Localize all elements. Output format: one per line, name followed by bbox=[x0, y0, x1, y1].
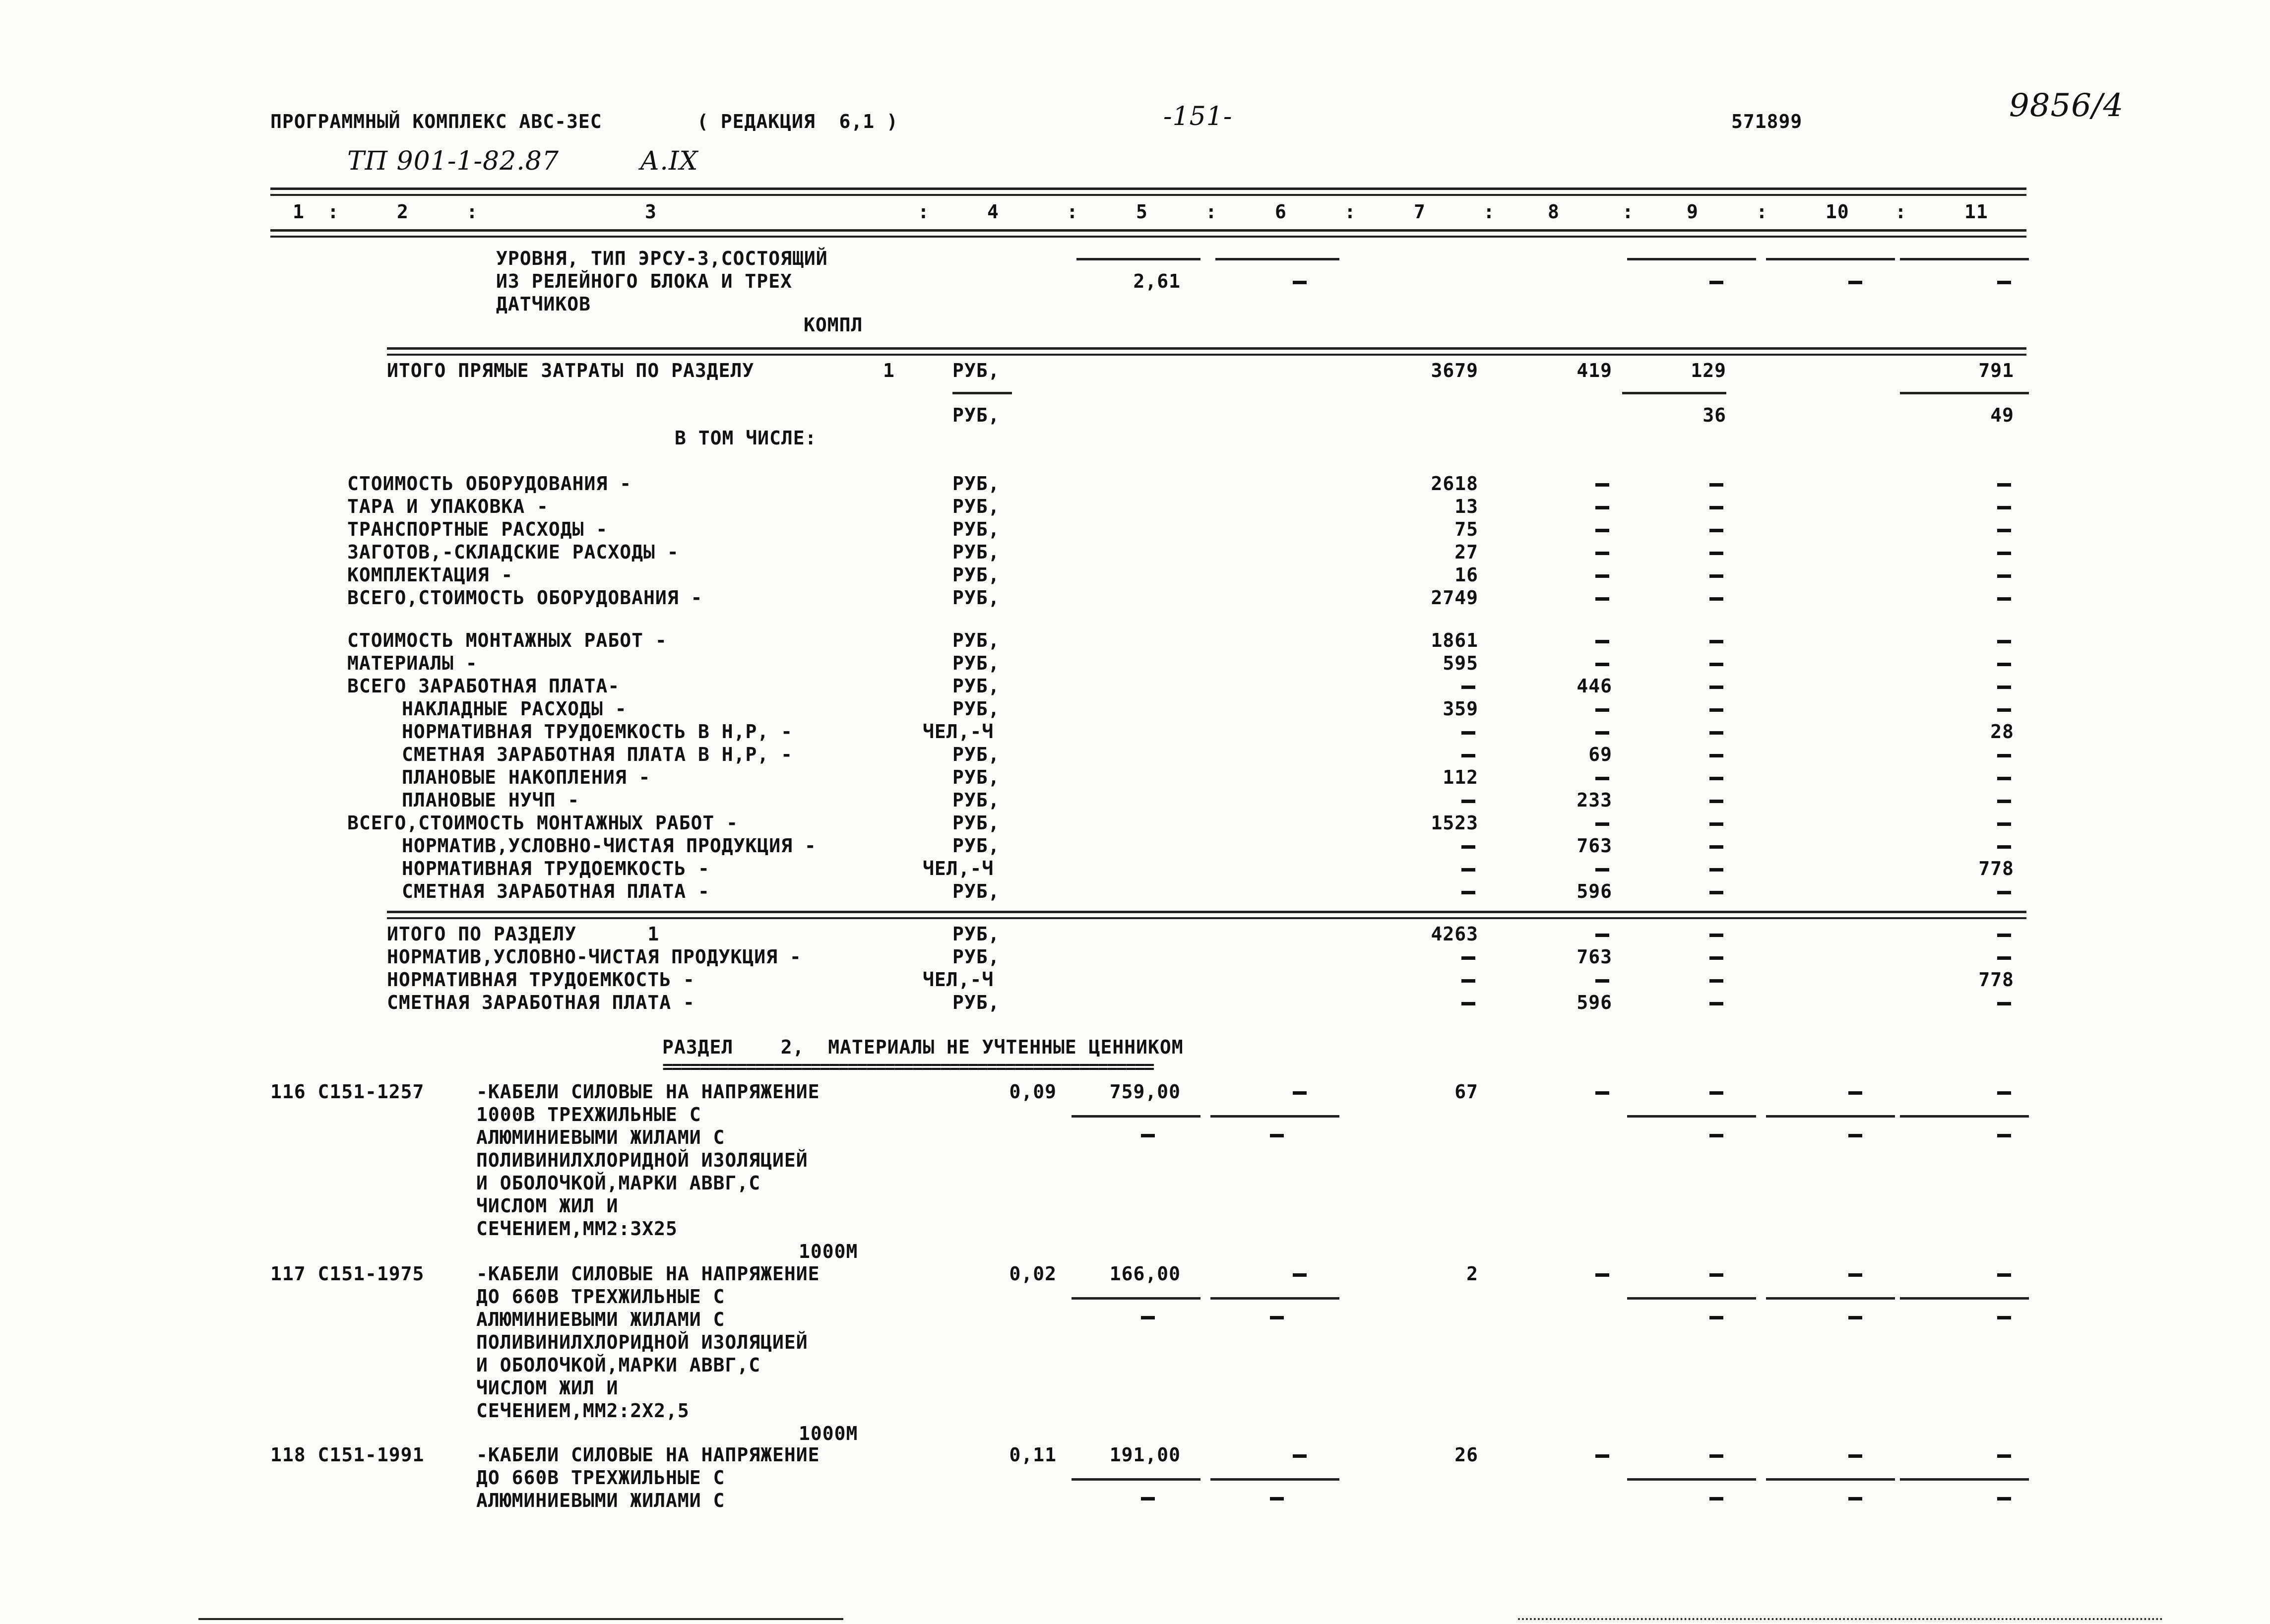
col8-value-dash bbox=[1595, 822, 1609, 826]
col8-value: 233 bbox=[1576, 789, 1612, 811]
item-number: 116 С151-1257 bbox=[270, 1081, 425, 1103]
row-label: СТОИМОСТЬ МОНТАЖНЫХ РАБОТ - bbox=[347, 629, 667, 651]
col9-value-dash bbox=[1709, 640, 1723, 643]
col11-value-dash bbox=[1997, 754, 2011, 757]
row-unit: РУБ, bbox=[952, 744, 1000, 765]
row-label: КОМПЛЕКТАЦИЯ - bbox=[347, 564, 513, 586]
col8-value-dash bbox=[1595, 597, 1609, 601]
col9-value-dash bbox=[1709, 777, 1723, 780]
col8-value: 69 bbox=[1588, 744, 1612, 765]
col9-value-dash bbox=[1709, 1454, 1723, 1458]
row-unit: РУБ, bbox=[952, 518, 1000, 540]
total-rule bbox=[387, 347, 2026, 356]
col7-value: 2 bbox=[1466, 1263, 1478, 1285]
col11-value-dash bbox=[1997, 281, 2011, 284]
project-code: ТП 901-1-82.87 bbox=[347, 146, 559, 176]
row-label: ЗАГОТОВ,-СКЛАДСКИЕ РАСХОДЫ - bbox=[347, 541, 679, 563]
col11-value-dash bbox=[1997, 1273, 2011, 1277]
row-unit: ЧЕЛ,-Ч bbox=[923, 721, 994, 743]
col9-value-second: 36 bbox=[1702, 404, 1726, 426]
col7-value-dash bbox=[1461, 891, 1475, 894]
col9-value-dash bbox=[1709, 529, 1723, 532]
total-unit-second: РУБ, bbox=[952, 404, 1000, 426]
col8-value-dash bbox=[1595, 552, 1609, 555]
row-label: НОРМАТИВ,УСЛОВНО-ЧИСТАЯ ПРОДУКЦИЯ - bbox=[402, 835, 817, 857]
column-separator: : bbox=[1067, 201, 1078, 223]
col11-value-dash bbox=[1997, 1454, 2011, 1458]
subtotal-rule bbox=[1072, 1115, 1200, 1118]
row-unit: ЧЕЛ,-Ч bbox=[923, 969, 994, 991]
row-unit: РУБ, bbox=[952, 923, 1000, 945]
column-separator: : bbox=[1622, 201, 1634, 223]
col7-value-dash bbox=[1461, 686, 1475, 689]
col11-value-dash bbox=[1997, 800, 2011, 803]
column-separator: : bbox=[327, 201, 339, 223]
column-separator: : bbox=[466, 201, 478, 223]
col9-value-dash bbox=[1709, 1273, 1723, 1277]
col7-value-dash bbox=[1461, 800, 1475, 803]
item-description-line: СЕЧЕНИЕМ,ММ2:2Х2,5 bbox=[476, 1400, 690, 1422]
col8-value-dash bbox=[1595, 979, 1609, 983]
subtotal-dash bbox=[1848, 1134, 1862, 1137]
subtotal-dash bbox=[1997, 1497, 2011, 1500]
subtotal-rule bbox=[1627, 1115, 1756, 1118]
subtotal-rule bbox=[1627, 1297, 1756, 1300]
price-value: 191,00 bbox=[1109, 1444, 1181, 1466]
price-value: 759,00 bbox=[1109, 1081, 1181, 1103]
col11-value-dash bbox=[1997, 1091, 2011, 1095]
col8-value-dash bbox=[1595, 731, 1609, 735]
row-unit: РУБ, bbox=[952, 473, 1000, 495]
subtotal-dash bbox=[1997, 1316, 2011, 1319]
column-number: 8 bbox=[1548, 201, 1560, 223]
page-number: -151- bbox=[1163, 102, 1233, 131]
subtotal-rule bbox=[1210, 1115, 1339, 1118]
col11-value-dash bbox=[1997, 597, 2011, 601]
col11-value: 791 bbox=[1978, 360, 2014, 381]
subtotal-rule bbox=[1766, 258, 1895, 260]
col11-value-dash bbox=[1997, 506, 2011, 509]
col8-value-dash bbox=[1595, 483, 1609, 487]
subtotal-rule bbox=[1627, 1478, 1756, 1481]
subtotal-rule bbox=[1900, 1297, 2029, 1300]
subtotal-dash bbox=[1709, 1497, 1723, 1500]
row-label: ПЛАНОВЫЕ НУЧП - bbox=[402, 789, 580, 811]
column-number: 1 bbox=[293, 201, 305, 223]
col9-value-dash bbox=[1709, 1002, 1723, 1005]
col7-value: 2749 bbox=[1431, 587, 1478, 609]
qty-value: 0,02 bbox=[1009, 1263, 1057, 1285]
col8-value: 763 bbox=[1576, 946, 1612, 968]
section2-title: РАЗДЕЛ 2, МАТЕРИАЛЫ НЕ УЧТЕННЫЕ ЦЕННИКОМ bbox=[662, 1036, 1184, 1058]
row-label: ИТОГО ПО РАЗДЕЛУ 1 bbox=[387, 923, 660, 945]
col7-value-dash bbox=[1461, 1002, 1475, 1005]
item-description-line: И ОБОЛОЧКОЙ,МАРКИ АВВГ,С bbox=[476, 1354, 761, 1376]
subtotal-rule bbox=[1627, 258, 1756, 260]
row-unit: РУБ, bbox=[952, 789, 1000, 811]
col9-value-dash bbox=[1709, 868, 1723, 872]
col7-value: 13 bbox=[1454, 496, 1478, 517]
subtotal-rule bbox=[1900, 1478, 2029, 1481]
col11-value: 28 bbox=[1990, 721, 2014, 743]
col7-value: 75 bbox=[1454, 518, 1478, 540]
col7-value: 67 bbox=[1454, 1081, 1478, 1103]
subtotal-rule bbox=[1210, 1478, 1339, 1481]
col11-value-dash bbox=[1997, 574, 2011, 578]
col7-value: 3679 bbox=[1431, 360, 1478, 381]
subtotal-rule bbox=[1766, 1115, 1895, 1118]
col8-value-dash bbox=[1595, 708, 1609, 712]
col11-value: 778 bbox=[1978, 858, 2014, 879]
total-label: ИТОГО ПРЯМЫЕ ЗАТРАТЫ ПО РАЗДЕЛУ bbox=[387, 360, 755, 381]
col9-value-dash bbox=[1709, 708, 1723, 712]
col7-value-dash bbox=[1461, 845, 1475, 849]
archive-mark: 9856/4 bbox=[2009, 87, 2124, 124]
col8-value-dash bbox=[1595, 1091, 1609, 1095]
row-unit: РУБ, bbox=[952, 992, 1000, 1013]
col8-value: 763 bbox=[1576, 835, 1612, 857]
row-unit: РУБ, bbox=[952, 946, 1000, 968]
col11-value-dash bbox=[1997, 708, 2011, 712]
row-label: ПЛАНОВЫЕ НАКОПЛЕНИЯ - bbox=[402, 766, 651, 788]
col11-value-dash bbox=[1997, 483, 2011, 487]
row-unit: РУБ, bbox=[952, 880, 1000, 902]
col8-value-dash bbox=[1595, 506, 1609, 509]
column-separator: : bbox=[1205, 201, 1217, 223]
col9-value-dash bbox=[1709, 891, 1723, 894]
row-unit: РУБ, bbox=[952, 496, 1000, 517]
col8-value: 419 bbox=[1576, 360, 1612, 381]
item-description-line: И ОБОЛОЧКОЙ,МАРКИ АВВГ,С bbox=[476, 1172, 761, 1194]
row-unit: РУБ, bbox=[952, 835, 1000, 857]
column-separator: : bbox=[1756, 201, 1768, 223]
row-unit: РУБ, bbox=[952, 541, 1000, 563]
item-description-line: АЛЮМИНИЕВЫМИ ЖИЛАМИ С bbox=[476, 1490, 725, 1511]
subtotal-rule bbox=[1900, 392, 2029, 394]
column-number: 3 bbox=[645, 201, 657, 223]
col7-value: 26 bbox=[1454, 1444, 1478, 1466]
col7-value: 16 bbox=[1454, 564, 1478, 586]
item-description-line: УРОВНЯ, ТИП ЭРСУ-3,СОСТОЯЩИЙ bbox=[496, 248, 828, 269]
column-number: 11 bbox=[1964, 201, 1988, 223]
column-number: 9 bbox=[1687, 201, 1699, 223]
row-unit: РУБ, bbox=[952, 766, 1000, 788]
col8-value-dash bbox=[1595, 529, 1609, 532]
subtotal-rule bbox=[1766, 1478, 1895, 1481]
item-description-line: 1000В ТРЕХЖИЛЬНЫЕ С bbox=[476, 1104, 701, 1125]
col9-value-dash bbox=[1709, 597, 1723, 601]
col6-value-dash bbox=[1293, 281, 1307, 284]
col7-value-dash bbox=[1461, 956, 1475, 960]
col7-value-dash bbox=[1461, 868, 1475, 872]
col9-value-dash bbox=[1709, 731, 1723, 735]
including-label: В ТОМ ЧИСЛЕ: bbox=[675, 427, 817, 449]
column-number: 7 bbox=[1414, 201, 1426, 223]
item-description-line: ПОЛИВИНИЛХЛОРИДНОЙ ИЗОЛЯЦИЕЙ bbox=[476, 1331, 808, 1353]
col9-value-dash bbox=[1709, 800, 1723, 803]
subtotal-rule bbox=[1215, 258, 1339, 260]
item-unit: КОМПЛ bbox=[804, 314, 863, 336]
document-number: 571899 bbox=[1731, 111, 1803, 132]
item-unit: 1000М bbox=[799, 1241, 858, 1262]
section2-underline: ===================================================== bbox=[662, 1057, 1153, 1077]
col11-value-dash bbox=[1997, 663, 2011, 666]
col9-value-dash bbox=[1709, 574, 1723, 578]
col10-value-dash bbox=[1848, 281, 1862, 284]
column-separator: : bbox=[1344, 201, 1356, 223]
col8-value: 446 bbox=[1576, 675, 1612, 697]
col8-value-dash bbox=[1595, 868, 1609, 872]
col8-value: 596 bbox=[1576, 992, 1612, 1013]
col11-value: 778 bbox=[1978, 969, 2014, 991]
subtotal-dash bbox=[1141, 1497, 1155, 1500]
col11-value-dash bbox=[1997, 845, 2011, 849]
col9-value-dash bbox=[1709, 663, 1723, 666]
subtotal-rule bbox=[1900, 258, 2029, 260]
col8-value-dash bbox=[1595, 574, 1609, 578]
col9-value-dash bbox=[1709, 686, 1723, 689]
column-number: 5 bbox=[1136, 201, 1148, 223]
col9-value-dash bbox=[1709, 845, 1723, 849]
subtotal-dash bbox=[1141, 1134, 1155, 1137]
col9-value-dash bbox=[1709, 552, 1723, 555]
bottom-rule-right bbox=[1518, 1618, 2163, 1620]
row-label: НОРМАТИВНАЯ ТРУДОЕМКОСТЬ - bbox=[402, 858, 710, 879]
row-label: НАКЛАДНЫЕ РАСХОДЫ - bbox=[402, 698, 627, 720]
col7-value: 2618 bbox=[1431, 473, 1478, 495]
col11-value-dash bbox=[1997, 934, 2011, 937]
qty-value: 0,11 bbox=[1009, 1444, 1057, 1466]
bottom-rule-left bbox=[198, 1618, 843, 1620]
row-label: СМЕТНАЯ ЗАРАБОТНАЯ ПЛАТА - bbox=[387, 992, 695, 1013]
col9-value-dash bbox=[1709, 956, 1723, 960]
item-description-line: ЧИСЛОМ ЖИЛ И bbox=[476, 1195, 619, 1217]
item-description-line: СЕЧЕНИЕМ,ММ2:3Х25 bbox=[476, 1218, 678, 1240]
price-value: 166,00 bbox=[1109, 1263, 1181, 1285]
col9-value-dash bbox=[1709, 934, 1723, 937]
row-label: НОРМАТИВНАЯ ТРУДОЕМКОСТЬ В Н,Р, - bbox=[402, 721, 793, 743]
subtotal-dash bbox=[1997, 1134, 2011, 1137]
total-unit: РУБ, bbox=[952, 360, 1000, 381]
album-label: А.IX bbox=[640, 146, 698, 176]
subtotal-rule bbox=[1210, 1297, 1339, 1300]
item-unit: 1000М bbox=[799, 1423, 858, 1444]
col9-value-dash bbox=[1709, 1091, 1723, 1095]
col11-value-dash bbox=[1997, 1002, 2011, 1005]
col9-value-dash bbox=[1709, 822, 1723, 826]
row-unit: РУБ, bbox=[952, 698, 1000, 720]
col7-value: 595 bbox=[1443, 652, 1478, 674]
col11-value-dash bbox=[1997, 822, 2011, 826]
col8-value: 596 bbox=[1576, 880, 1612, 902]
row-label: ВСЕГО,СТОИМОСТЬ МОНТАЖНЫХ РАБОТ - bbox=[347, 812, 738, 834]
col7-value-dash bbox=[1461, 754, 1475, 757]
col10-value-dash bbox=[1848, 1091, 1862, 1095]
col6-value-dash bbox=[1293, 1454, 1307, 1458]
col6-value-dash bbox=[1293, 1273, 1307, 1277]
subtotal-rule bbox=[1766, 1297, 1895, 1300]
item-description-line: -КАБЕЛИ СИЛОВЫЕ НА НАПРЯЖЕНИЕ bbox=[476, 1444, 820, 1466]
total-section: 1 bbox=[883, 360, 895, 381]
col9-value: 129 bbox=[1691, 360, 1726, 381]
subtotal-rule bbox=[1900, 1115, 2029, 1118]
item-description-line: АЛЮМИНИЕВЫМИ ЖИЛАМИ С bbox=[476, 1126, 725, 1148]
col11-value-dash bbox=[1997, 777, 2011, 780]
col7-value: 1861 bbox=[1431, 629, 1478, 651]
row-label: СМЕТНАЯ ЗАРАБОТНАЯ ПЛАТА - bbox=[402, 880, 710, 902]
col11-value-dash bbox=[1997, 686, 2011, 689]
col7-value: 27 bbox=[1454, 541, 1478, 563]
column-number: 4 bbox=[987, 201, 999, 223]
col9-value-dash bbox=[1709, 483, 1723, 487]
subtotal-dash bbox=[1848, 1497, 1862, 1500]
item-description-line: ДАТЧИКОВ bbox=[496, 293, 591, 315]
col10-value-dash bbox=[1848, 1454, 1862, 1458]
col8-value-dash bbox=[1595, 777, 1609, 780]
col5-value: 2,61 bbox=[1133, 270, 1181, 292]
subtotal-dash bbox=[1270, 1497, 1284, 1500]
subtotal-dash bbox=[1848, 1316, 1862, 1319]
col11-value-dash bbox=[1997, 956, 2011, 960]
row-unit: ЧЕЛ,-Ч bbox=[923, 858, 994, 879]
subtotal-rule bbox=[1072, 1297, 1200, 1300]
col7-value: 1523 bbox=[1431, 812, 1478, 834]
item-description-line: ПОЛИВИНИЛХЛОРИДНОЙ ИЗОЛЯЦИЕЙ bbox=[476, 1149, 808, 1171]
col6-value-dash bbox=[1293, 1091, 1307, 1095]
item-number: 118 С151-1991 bbox=[270, 1444, 425, 1466]
header-rule-top bbox=[270, 187, 2026, 196]
subtotal-dash bbox=[1709, 1134, 1723, 1137]
item-number: 117 С151-1975 bbox=[270, 1263, 425, 1285]
subtotal-rule bbox=[952, 392, 1012, 394]
column-separator: : bbox=[918, 201, 930, 223]
row-label: ТАРА И УПАКОВКА - bbox=[347, 496, 549, 517]
item-description-line: АЛЮМИНИЕВЫМИ ЖИЛАМИ С bbox=[476, 1309, 725, 1330]
row-label: ВСЕГО ЗАРАБОТНАЯ ПЛАТА- bbox=[347, 675, 620, 697]
row-unit: РУБ, bbox=[952, 629, 1000, 651]
col7-value-dash bbox=[1461, 731, 1475, 735]
subtotal-dash bbox=[1141, 1316, 1155, 1319]
col9-value-dash bbox=[1709, 506, 1723, 509]
edition-label: ( РЕДАКЦИЯ 6,1 ) bbox=[697, 111, 898, 132]
row-label: НОРМАТИВНАЯ ТРУДОЕМКОСТЬ - bbox=[387, 969, 695, 991]
col11-value-second: 49 bbox=[1990, 404, 2014, 426]
row-label: ТРАНСПОРТНЫЕ РАСХОДЫ - bbox=[347, 518, 608, 540]
program-title: ПРОГРАММНЫЙ КОМПЛЕКС АВС-3ЕС bbox=[270, 111, 602, 132]
row-unit: РУБ, bbox=[952, 587, 1000, 609]
col8-value-dash bbox=[1595, 1273, 1609, 1277]
col7-value: 4263 bbox=[1431, 923, 1478, 945]
col10-value-dash bbox=[1848, 1273, 1862, 1277]
subtotal-dash bbox=[1709, 1316, 1723, 1319]
item-description-line: -КАБЕЛИ СИЛОВЫЕ НА НАПРЯЖЕНИЕ bbox=[476, 1081, 820, 1103]
subtotal-rule bbox=[1072, 1478, 1200, 1481]
col9-value-dash bbox=[1709, 281, 1723, 284]
col9-value-dash bbox=[1709, 754, 1723, 757]
col9-value-dash bbox=[1709, 979, 1723, 983]
row-unit: РУБ, bbox=[952, 652, 1000, 674]
row-label: ВСЕГО,СТОИМОСТЬ ОБОРУДОВАНИЯ - bbox=[347, 587, 703, 609]
item-description-line: -КАБЕЛИ СИЛОВЫЕ НА НАПРЯЖЕНИЕ bbox=[476, 1263, 820, 1285]
subtotal-dash bbox=[1270, 1134, 1284, 1137]
row-unit: РУБ, bbox=[952, 675, 1000, 697]
col7-value: 359 bbox=[1443, 698, 1478, 720]
row-label: МАТЕРИАЛЫ - bbox=[347, 652, 478, 674]
col7-value: 112 bbox=[1443, 766, 1478, 788]
item-description-line: ЧИСЛОМ ЖИЛ И bbox=[476, 1377, 619, 1399]
header-rule-bottom bbox=[270, 229, 2026, 238]
subtotal-rule bbox=[1076, 258, 1200, 260]
subtotal-dash bbox=[1270, 1316, 1284, 1319]
col8-value-dash bbox=[1595, 663, 1609, 666]
col8-value-dash bbox=[1595, 640, 1609, 643]
row-label: СМЕТНАЯ ЗАРАБОТНАЯ ПЛАТА В Н,Р, - bbox=[402, 744, 793, 765]
item-description-line: ИЗ РЕЛЕЙНОГО БЛОКА И ТРЕХ bbox=[496, 270, 792, 292]
row-label: СТОИМОСТЬ ОБОРУДОВАНИЯ - bbox=[347, 473, 632, 495]
section-total-rule bbox=[387, 911, 2026, 919]
col8-value-dash bbox=[1595, 934, 1609, 937]
subtotal-rule bbox=[1622, 392, 1726, 394]
qty-value: 0,09 bbox=[1009, 1081, 1057, 1103]
col11-value-dash bbox=[1997, 552, 2011, 555]
column-number: 10 bbox=[1826, 201, 1849, 223]
col11-value-dash bbox=[1997, 529, 2011, 532]
col11-value-dash bbox=[1997, 891, 2011, 894]
row-unit: РУБ, bbox=[952, 812, 1000, 834]
column-separator: : bbox=[1483, 201, 1495, 223]
row-label: НОРМАТИВ,УСЛОВНО-ЧИСТАЯ ПРОДУКЦИЯ - bbox=[387, 946, 802, 968]
column-separator: : bbox=[1895, 201, 1907, 223]
col8-value-dash bbox=[1595, 1454, 1609, 1458]
row-unit: РУБ, bbox=[952, 564, 1000, 586]
column-number: 6 bbox=[1275, 201, 1287, 223]
item-description-line: ДО 660В ТРЕХЖИЛЬНЫЕ С bbox=[476, 1467, 725, 1489]
item-description-line: ДО 660В ТРЕХЖИЛЬНЫЕ С bbox=[476, 1286, 725, 1308]
col7-value-dash bbox=[1461, 979, 1475, 983]
column-number: 2 bbox=[397, 201, 409, 223]
col11-value-dash bbox=[1997, 640, 2011, 643]
